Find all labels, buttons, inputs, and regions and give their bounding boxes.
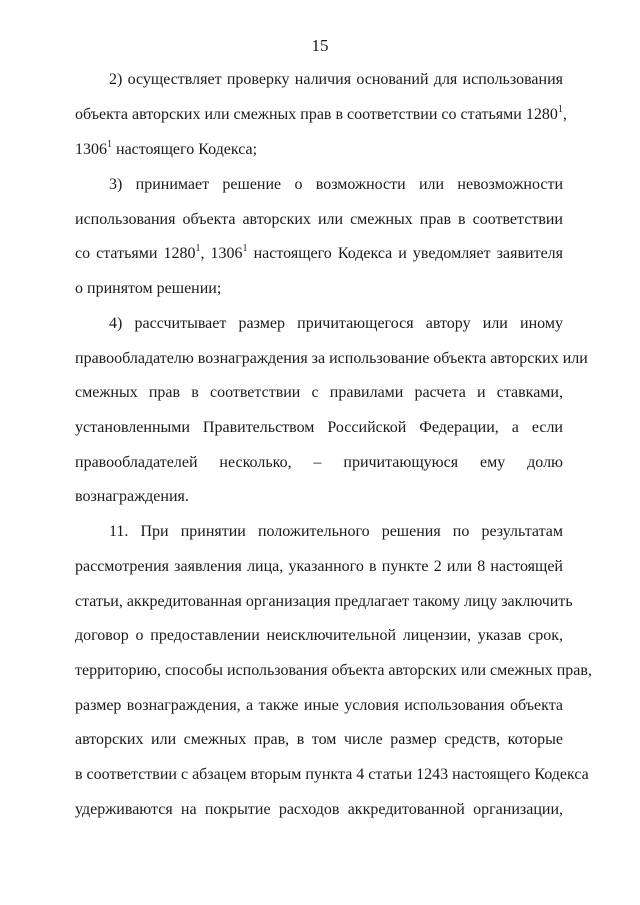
item-4-line-5: правообладателей несколько, – причитающуюся ему долю — [75, 454, 563, 471]
item-2-line-2 — [75, 104, 567, 125]
para-11-line-6: размер вознаграждения, а также иные условия использования объекта — [75, 697, 563, 714]
para-11-line-1: 11. При принятии положительного решения по результатам — [109, 523, 563, 540]
page-number: 15 — [311, 36, 329, 55]
superscript: 1 — [195, 243, 201, 254]
superscript: 1 — [242, 243, 248, 254]
item-4-line-4: установленными Правительством Российской Федерации, а если — [75, 419, 563, 436]
para-11-line-8: в соответствии с абзацем вторым пункта 4 статьи 1243 настоящего Кодекса — [75, 766, 589, 783]
item-3-line-2: использования объекта авторских или смежных прав в соответствии — [75, 211, 563, 228]
text-segment: , 1306 — [200, 245, 243, 262]
text-segment: настоящего Кодекса; — [112, 141, 258, 158]
para-11-line-3: статьи, аккредитованная организация предлагает такому лицу заключить — [75, 593, 573, 610]
item-4-line-3: смежных прав в соответствии с правилами расчета и ставками, — [75, 384, 563, 401]
para-11-line-4: договор о предоставлении неисключительной лицензии, указав срок, — [75, 627, 563, 644]
text-segment: 1306 — [75, 141, 107, 158]
text-segment: , — [562, 106, 567, 123]
text-segment: настоящего Кодекса и уведомляет заявителя — [247, 245, 564, 262]
superscript: 1 — [107, 139, 112, 150]
item-4-line-6: вознаграждения. — [75, 488, 189, 505]
para-11-line-7: авторских или смежных прав, в том числе размер средств, которые — [75, 731, 563, 748]
item-2-line-3 — [75, 140, 563, 160]
text-segment: со статьями 1280 — [75, 245, 196, 262]
item-3-line-1: 3) принимает решение о возможности или невозможности — [109, 176, 563, 193]
para-11-line-2: рассмотрения заявления лица, указанного в пункте 2 или 8 настоящей — [75, 558, 563, 575]
item-4-line-1: 4) рассчитывает размер причитающегося автору или иному — [109, 315, 563, 332]
item-3-line-4: о принятом решении; — [75, 280, 222, 297]
para-11-line-9: удерживаются на покрытие расходов аккредитованной организации, — [75, 801, 563, 818]
item-4-line-2: правообладателю вознаграждения за использование объекта авторских или — [75, 350, 588, 367]
item-3-line-3 — [75, 244, 563, 264]
item-2-line-1: 2) осуществляет проверку наличия оснований для использования — [109, 71, 563, 88]
text-segment: объекта авторских или смежных прав в соответствии со статьями 1280 — [75, 106, 558, 123]
superscript: 1 — [557, 104, 563, 115]
para-11-line-5: территорию, способы использования объекта авторских или смежных прав, — [75, 662, 592, 679]
